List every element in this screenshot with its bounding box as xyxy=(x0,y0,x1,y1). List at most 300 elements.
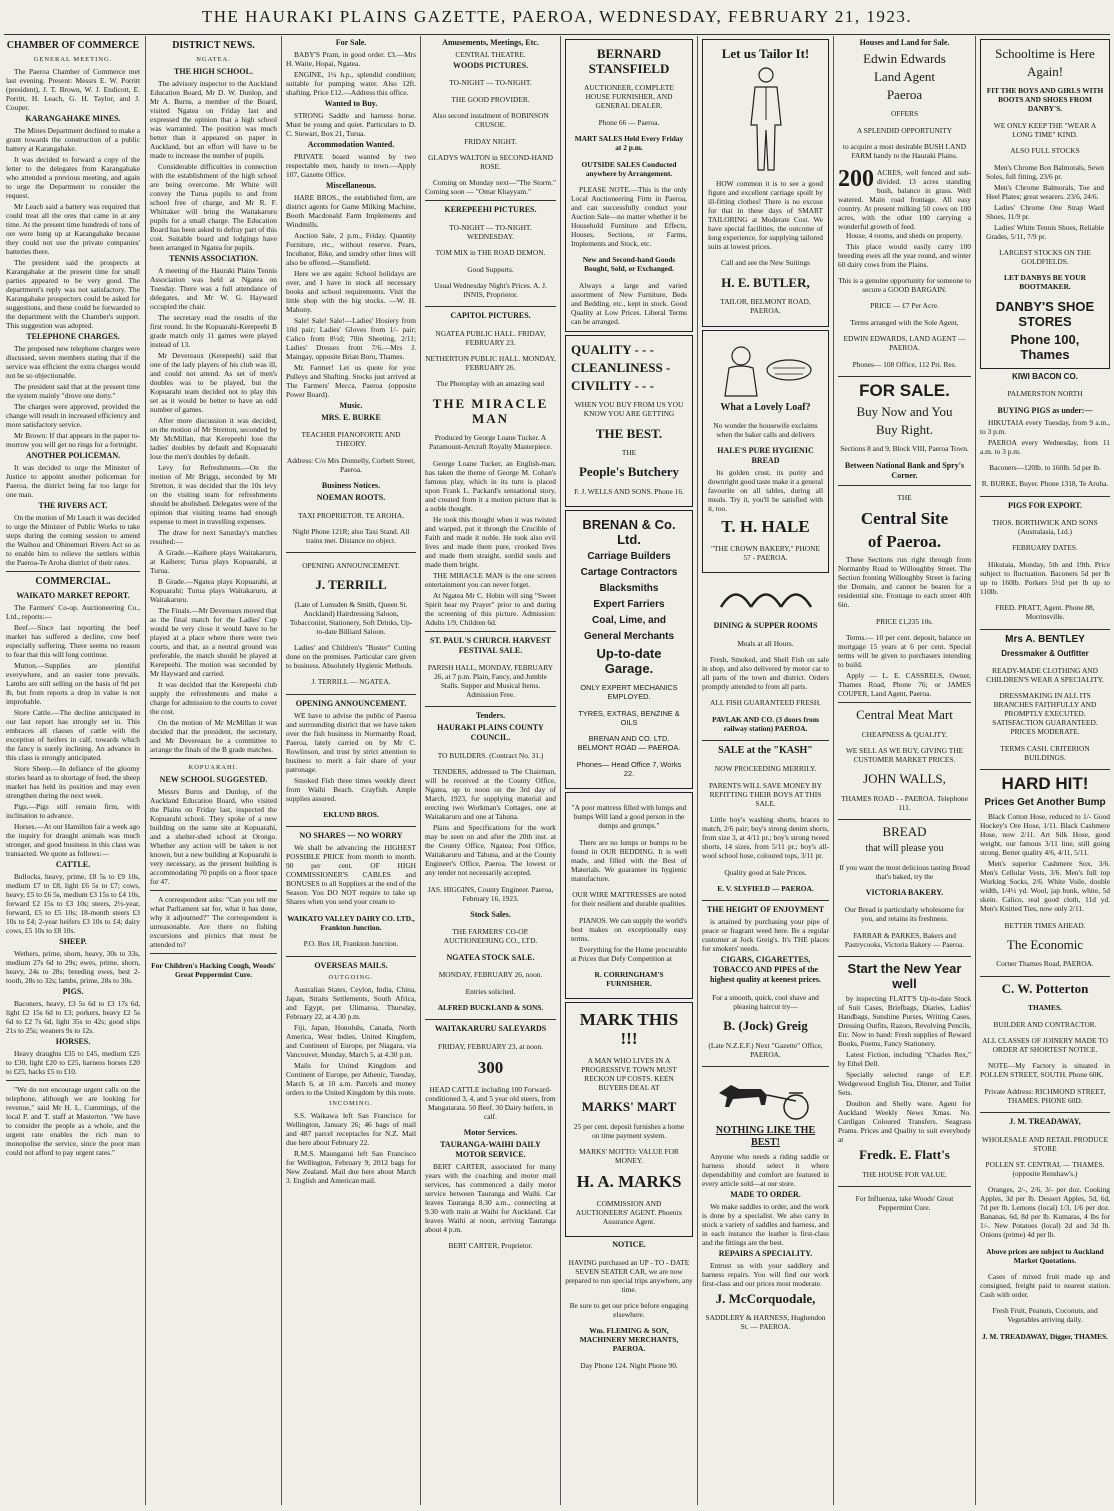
baker-illustration xyxy=(711,338,821,398)
advert-name: KEREPEEHI PICTURES. xyxy=(444,205,537,215)
advert-text: He took this thought when it was twisted and warped, put it through the Crucible of Faith and made it noble. He took also evil lives and made them pure, crooked lives and made them straight, sordid souls and made them bright. xyxy=(425,514,556,569)
film-title: THE MIRACLE MAN xyxy=(432,395,549,426)
classified-head: Miscellaneous. xyxy=(326,181,376,190)
section-head: WAIKATO MARKET REPORT. xyxy=(16,591,130,600)
advert-text: Above prices are subject to Auckland Market Quotations. xyxy=(986,1246,1104,1265)
subhead: INCOMING. xyxy=(329,1099,373,1107)
advert-text: F. J. WELLS AND SONS. Phone 16. xyxy=(574,486,684,496)
advert-name: CAPITOL PICTURES. xyxy=(450,311,531,321)
advert-text: Be sure to get our price before engaging elsewhere. xyxy=(569,1300,689,1319)
advert-name: Central Site xyxy=(860,509,949,529)
advert-text: Baconers—120lb. to 160lb. 5d per lb. xyxy=(989,462,1101,472)
section-head: TENNIS ASSOCIATION. xyxy=(169,254,258,263)
advert-text: J. TERRILL — NGATEA. xyxy=(311,677,391,687)
advert-text: LARGEST STOCKS ON THE GOLDFIELDS. xyxy=(999,247,1091,266)
advert-text: WE ONLY KEEP THE "WEAR A LONG TIME" KIND. xyxy=(993,120,1097,139)
article-text: Bullocks, heavy, prime, £8 5s to £9 10s, medium £7 to £8, light £6 5s to £7; cows, heavy, £5 to £6 5s, medium £3 15s to £4 10s, forward £2 15s to £3 10s; steers, 2½-year, forward, £5 to £5 10s; 18-month steers £3 10s to £4; 2-year heifers £3 10s to £4; dairy cows, £5 10s to £8 10s. xyxy=(6,872,140,935)
article-text: It was decided that the Kerepeehi club supply the refreshments and make a charge for admission to the courts to cover the cost. xyxy=(150,680,277,716)
advert-name: The Economic xyxy=(1006,936,1084,952)
headline-commercial: COMMERCIAL. xyxy=(35,576,111,587)
advert-name: KIWI BACON CO. xyxy=(1012,371,1078,381)
advert-name: Schooltime is Here xyxy=(995,46,1095,61)
advert-text: EKLUND BROS. xyxy=(323,810,379,820)
advert-text: JAS. HIGGINS, County Engineer. Paeroa, February 16, 1923. xyxy=(427,884,554,903)
advert-text: Cases of mixed fruit made up and consigned, freight paid to nearest station. Cash with order. xyxy=(980,1272,1110,1300)
article-text: Considerable difficulties in connection with the establishment of the high school are being overcome. Mr White will convey the Turua pupils to and from school free of charge, and Mr R. F. Whittaker will bring the Waitakaruru pupils for a small charge. The Education Board has been asked to defray part of this cost. Suitable board and lodgings have been arranged in Ngatea for pupils. xyxy=(150,162,277,252)
advert-name: What a Lovely Loaf? xyxy=(720,401,811,413)
advert-text: HOW common it is to see a good figure and excellent carriage spoilt by ill-fitting clothes! There is no excuse for that in these days of SMART TAILORING at Moderate Cost. We have special facilities, the outcome of long experience, for supplying tailored suits at lowest prices. xyxy=(708,179,823,251)
advert-text: Men's Chrome Balmorals, Toe and Heel Plates; great wearers. 23/6, 24/6. xyxy=(986,182,1104,201)
column-5 xyxy=(565,36,693,1505)
advert-text: HIKUTAIA every Tuesday, from 9 a.m., to 3 p.m. xyxy=(980,417,1110,436)
advert-name: Fredk. E. Flatt's xyxy=(859,1147,950,1163)
advert-text: This is a genuine opportunity for someone to secure a GOOD BARGAIN. xyxy=(838,275,971,294)
advert-name: VICTORIA BAKERY. xyxy=(865,887,944,897)
advert-text: If you want the most delicious tasting Bread that's baked, try the xyxy=(839,862,970,881)
advert-text: TO-NIGHT — TO-NIGHT. WEDNESDAY. xyxy=(449,222,532,241)
article-text: Mr Brown: If that appears in the paper to-morrow you will get no rings for a fortnight. xyxy=(6,431,140,449)
advert-text: House, 4 rooms, and sheds on property. xyxy=(846,230,963,240)
advert-text: MART SALES Held Every Friday at 2 p.m. xyxy=(574,134,684,153)
advert-name: Let us Tailor It! xyxy=(721,46,810,61)
advert-name: CIGARS, CIGARETTES, TOBACCO AND PIPES of the highest quality at keenest prices. xyxy=(710,955,821,985)
advert-text: THOS. BORTHWICK AND SONS (Australasia, Ltd.) xyxy=(992,518,1098,537)
advert-name: THE BEST. xyxy=(595,425,663,441)
classified-head: Tenders. xyxy=(475,711,506,721)
advert-text: THE HOUSE FOR VALUE. xyxy=(862,1169,947,1179)
advert-text: BERT CARTER, Proprietor. xyxy=(448,1241,533,1251)
column-rule xyxy=(281,36,282,1505)
article-text: It was decided to forward a copy of the letter to the delegates from Karangahake who attended a previous meeting, and again to urge the Department to consider the request. xyxy=(6,155,140,200)
divider xyxy=(425,1019,556,1020)
advert-text: FRIDAY NIGHT. xyxy=(464,136,517,146)
advert-text: ONLY EXPERT MECHANICS EMPLOYED. xyxy=(580,683,678,702)
advert-text: WE SELL AS WE BUY, GIVING THE CUSTOMER MARKET PRICES. xyxy=(845,746,964,765)
advert-name: J. M. TREADAWAY, xyxy=(1009,1117,1081,1127)
advert-text: TAILOR, BELMONT ROAD, PAEROA. xyxy=(720,297,811,316)
section-head: THE RIVERS ACT. xyxy=(38,501,108,510)
advert-text: to acquire a most desirable BUSH LAND FARM handy to the Hauraki Plains. xyxy=(842,142,967,161)
advert-name: Between National Bank and Spry's Corner. xyxy=(844,460,965,480)
article-text: S.S. Waikawa left San Francisco for Wellington, January 26; 46 bags of mail and 487 parcel receptacles for N.Z. Mail due here about February 22. xyxy=(286,1110,416,1147)
advert-footer: For Children's Hacking Cough, Woods' Great Peppermint Cure. xyxy=(151,961,276,980)
divider xyxy=(286,956,416,957)
advert-text: Ladies' Chrome One Strap Ward Shoes, 11/9 pr. xyxy=(986,202,1104,221)
advert-name: People's Butchery xyxy=(578,464,679,480)
fish-logo-illustration xyxy=(711,577,821,617)
advert-name: H. A. MARKS xyxy=(576,1172,682,1192)
classified-head: For Sale. xyxy=(335,38,367,47)
advert-name: J. TERRILL xyxy=(315,577,387,593)
classified-ad: HARE BROS., the established firm, are district agents for Game Milking Machine, Booth Macdonald Farm Implements and Windmills. xyxy=(286,193,416,229)
advert-text: HAVING purchased an UP - TO - DATE SEVEN SEATER CAR, we are now prepared to run special trips anywhere, any time. xyxy=(565,1257,693,1294)
advert-text: Quality good at Sale Prices. xyxy=(724,867,807,877)
advert-text: THE MIRACLE MAN is the one screen entertainment you can never forget. xyxy=(425,570,556,589)
divider xyxy=(838,819,971,820)
advert-text: (Late of Lumsden & Smith, Queen St. Auckland) Hairdressing Saloon, Tobacconist, Stationery, Soft Drinks, Up-to-date Billiard Saloon. xyxy=(289,599,413,636)
advert-text: This place would easily carry 100 breeding ewes all the year round, and winter 60 dairy cows from the Plains. xyxy=(838,241,971,269)
advert-text: FARRAR & PARKES, Bakers and Pastrycooks, Victoria Bakery — Paeroa. xyxy=(844,930,965,949)
advert-text: TO BUILDERS. (Contract No. 31.) xyxy=(437,750,544,760)
advert-name: TAURANGA-WAIHI DAILY MOTOR SERVICE. xyxy=(440,1139,541,1159)
advert-name: NGATEA STOCK SALE. xyxy=(446,952,535,962)
advert-text: PARENTS WILL SAVE MONEY BY REFITTING THEIR BOYS AT THIS SALE. xyxy=(708,780,823,808)
advert-text: Smoked Fish three times weekly direct from Waihi Beach. Crayfish. Ample supplies assured. xyxy=(286,775,416,803)
advert-name: C. W. Potterton xyxy=(1001,980,1089,996)
advert-text: MARKS' MOTTO: VALUE FOR MONEY. xyxy=(579,1146,679,1165)
advert-name: CIVILITY - - - xyxy=(571,377,654,393)
subhead: OUTGOING. xyxy=(328,973,374,981)
advert-text: THE GOOD PROVIDER. xyxy=(451,94,530,104)
advert-text: WHOLESALE AND RETAIL PRODUCE STORE xyxy=(981,1134,1109,1153)
advert-text: TAXI PROPRIETOR. TE AROHA. xyxy=(297,510,405,520)
divider xyxy=(980,629,1110,630)
advert-text: Carriage Builders xyxy=(587,551,671,563)
divider xyxy=(838,702,971,703)
column-2 xyxy=(150,36,277,1505)
advert-text: PAEROA every Wednesday, from 11 a.m. to 3 p.m. xyxy=(980,437,1110,456)
article-text: The president said that at the present time the system mainly "drove one dotty." xyxy=(6,382,140,400)
divider xyxy=(6,1080,140,1081)
column-8 xyxy=(980,36,1110,1505)
column-rule xyxy=(420,36,421,1505)
article-text: Store Cattle.—The decline anticipated in our last report has strongly set in. This embraces all classes of cattle with the exception of heifers in calf, towards which the fancy is surely inclining. An advance in this class is strongly anticipated. xyxy=(6,708,140,762)
advert-text: Entrust us with your saddlery and harness repairs. You will find our work first-class and our prices most moderate. xyxy=(702,1260,829,1288)
column-1 xyxy=(6,36,140,1505)
classified-ad: STRONG Saddle and harness horse. Must be young and quiet. Particulars to D. C. Stewart, Box 21, Turua. xyxy=(286,111,416,138)
advert-name: Mrs A. BENTLEY xyxy=(1005,633,1085,645)
advert-text: Anyone who needs a riding saddle or harness should select it where dependability and comfort are featured in every article sold—at our store. xyxy=(702,1151,829,1188)
advert-text: Terms arranged with the Sole Agent, xyxy=(850,317,959,327)
section-head: THE HIGH SCHOOL. xyxy=(174,67,253,76)
advert-name: BERNARD STANSFIELD xyxy=(588,46,670,76)
advert-name: that will please you xyxy=(865,843,944,855)
advert-name: WOODS PICTURES. xyxy=(452,61,529,70)
divider xyxy=(838,1186,971,1187)
classified-ad: Auction Sale, 2 p.m., Friday. Quantity Furniture, etc., without reserve. Pears, Incubator, Bike, and sundry other lines will also be offered.—Stansfield. xyxy=(286,231,416,267)
advert-text: ALL FISH GUARANTEED FRESH. xyxy=(710,698,821,708)
advert-text: Blacksmiths xyxy=(599,583,659,595)
advert-text: OFFERS xyxy=(890,109,919,119)
divider xyxy=(838,956,971,957)
advert-name: HAURAKI PLAINS COUNTY COUNCIL. xyxy=(437,723,544,743)
advert-text: No wonder the housewife exclaims when the baker calls and delivers xyxy=(713,420,818,439)
advert-name: BREAD xyxy=(882,824,927,840)
advert-text: FRED. PRATT, Agent. Phone 88, Morrinsville. xyxy=(995,603,1095,622)
advert-text: There are no lumps or bumps to be found in OUR BEDDING. It is well made, and filled with the Best of Materials. We guarantee its hygienic manufacture. xyxy=(571,837,687,883)
article-text: A meeting of the Hauraki Plains Tennis Association was held at Ngatea on Tuesday. There was a full attendance of delegates, and Mr W. G. Hayward occupied the chair. xyxy=(150,266,277,311)
advert-name: NO SHARES — NO WORRY xyxy=(299,831,403,841)
column-rule xyxy=(560,36,561,1505)
advert-text: SADDLERY & HARNESS, Hughendon St. — PAEROA. xyxy=(705,1313,826,1332)
advert-text: Little boy's washing shorts, braces to match, 2/6 pair; boy's strong denim shorts, from size 3, at 4/11 pr.; boy's strong tweed shorts, 14 sizes, from 5/11 pr.; boy's all-wool school hose, coloured tops, 3/11 pr. xyxy=(702,815,829,861)
article-text: The secretary read the results of the first round. In the Kopuarahi-Kerepeehi B grade match only 11 games were played instead of 13. xyxy=(150,313,277,349)
divider xyxy=(702,1066,829,1067)
divider xyxy=(425,306,556,307)
advert-text: EDWIN EDWARDS, LAND AGENT — PAEROA. xyxy=(843,334,966,353)
advert-name: HARD HIT! xyxy=(1001,774,1089,794)
article-text: On the motion of Mr McMillan it was decided that the president, the secretary, and Mr Devereaux be a committee to arrange the finals of the B grade matches. xyxy=(150,718,277,754)
advert-text: For a smooth, quick, cool shave and pleasing haircut try— xyxy=(712,992,819,1011)
article-text: Wethers, prime, shorn, heavy, 30s to 33s, medium 27s 6d to 29s; ewes, prime, shorn, heavy, 24s to 28s; breeding ewes, best 2-tooth, 28s to 32s; lambs, prime, 28s to 30s. xyxy=(6,949,140,985)
column-rule xyxy=(697,36,698,1505)
article-text: The Paeroa Chamber of Commerce met last evening. Present: Messrs E. W. Porritt (president), J. T. Brown, W. J. Endicott, E. Porritt, H. Leach, G. H. Taylor, and J. Couper. xyxy=(6,67,140,112)
advert-text: Night Phone 121R; also Taxi Stand. All trains met. Distance no object. xyxy=(292,526,410,545)
section-head: KARANGAHAKE MINES. xyxy=(25,114,121,123)
advert-text: CHEAPNESS & QUALITY. xyxy=(861,729,948,739)
advert-name: WAITAKARURU SALEYARDS xyxy=(434,1024,547,1034)
subhead: NGATEA. xyxy=(196,56,231,63)
classified-ad: Here we are again: School holidays are over, and I have in stock all necessary books and school requirements. Visit the little shop with the big stocks. —W. H. Mahony. xyxy=(286,269,416,314)
masthead: THE HAURAKI PLAINS GAZETTE, PAEROA, WEDNESDAY, FEBRUARY 21, 1923. xyxy=(201,7,913,26)
advert-text: George Loane Tucker, an English-man, has taken the theme of George M. Cohan's famous play, which in its turn is placed upon Frank L. Packard's sensational story, and created from it a motion picture that is a noble thought. xyxy=(425,458,556,513)
advert-text: AUCTIONEER, COMPLETE HOUSE FURNISHER, AND GENERAL DEALER. xyxy=(584,83,674,111)
classified-ad: BABY'S Pram, in good order. £3.—Mrs H. Waite, Hopai, Ngatea. xyxy=(286,50,416,68)
advert-name: B. (Jock) Greig xyxy=(723,1018,808,1034)
advert-text: Coal, Lime, and xyxy=(592,615,666,627)
article-text: Australian States, Ceylon, India, China, Japan, Straits Settlements, South Africa, and Egypt, per Ulimaroa, Thursday, February 22, at 4.30 p.m. xyxy=(286,984,416,1021)
advert-name: T. H. HALE xyxy=(721,517,810,537)
section-head: SHEEP. xyxy=(59,937,87,946)
advert-text: by inspecting FLATT'S Up-to-date Stock of Suit Cases, Briefbags, Diaries, Ladies' Handbags, Sunshine Purses, Writing Cases, Dressing Outfits, Razors, Revolving Pencils, Etc. Now to hand: Fresh supplies of Reward Books, Poems, Fancy Stationery. xyxy=(838,994,971,1049)
advert-text: Coming on Monday next—"The Storm." Coming soon — "Omar Khayyam." xyxy=(425,178,556,197)
advert-text: TEACHER PIANOFORTE AND THEORY. xyxy=(301,430,401,449)
advert-name: DINING & SUPPER ROOMS xyxy=(713,621,818,631)
classified-head: Music. xyxy=(339,401,363,410)
section-head: TELEPHONE CHARGES. xyxy=(26,332,120,341)
article-text: Mr Devereaux (Kerepeehi) said that one of the lady players of his club was ill, and could not attend. As set of men's doubles was to be played, but the Kopuarahi team decided not to play this set as it would be better to have an odd number of games. xyxy=(150,351,277,414)
classified-head: Accommodation Wanted. xyxy=(307,140,395,149)
advert-name: Again! xyxy=(1026,64,1064,79)
article-text: Levy for Refreshments.—On the motion of Mr Briggs, seconded by Mr Stretton, it was decided that the 10s levy on the visiting team for refreshments should be abolished. Delegates were of the opinion that visiting teams had enough expense to meet in travelling expenses. xyxy=(150,463,277,526)
headline-district-news: DISTRICT NEWS. xyxy=(172,40,255,51)
column-6 xyxy=(702,36,829,1505)
divider xyxy=(286,826,416,827)
section-head: ANOTHER POLICEMAN. xyxy=(25,451,121,460)
advert-footer: For Influenza, take Woods' Great Peppermint Cure. xyxy=(855,1194,954,1213)
advert-text: PRICE £1,235 10s. xyxy=(875,616,934,626)
advert-text: THE FARMERS' CO-OP. AUCTIONEERING CO., LTD. xyxy=(443,927,538,946)
advert-text: (Late N.Z.E.F.) Next "Gazette" Office, PAEROA. xyxy=(708,1040,823,1059)
advert-text: GLADYS WALTON in SECOND-HAND ROSE. xyxy=(428,152,553,171)
advert-text: Usual Wednesday Night's Prices. A. J. INNIS, Proprietor. xyxy=(434,280,547,299)
advert-text: WAIKATO VALLEY DAIRY CO. LTD., Frankton Junction. xyxy=(287,913,415,932)
advert-text: Oranges, 2/-, 2/6, 3/- per doz. Cooking Apples, 3d per lb. Dessert Apples, 5d, 6d, 7d per lb. Lemons (local) 1/3, 1/6 per doz. Bananas, 6d, 8d per lb. Kumaras, 4 lbs for 1/-. New Potatoes (local) 2d and 3d lb. Onions (prime) 4d per lb. xyxy=(980,1185,1110,1240)
advert-text: P.O. Box 18, Frankton Junction. xyxy=(303,939,399,949)
advert-text: Call and see the New Suitings xyxy=(721,258,810,268)
advert-text: PRICE — £7 Per Acre. xyxy=(870,301,939,311)
advert-text: THAMES ROAD - - PAEROA. Telephone 111. xyxy=(841,793,968,812)
advert-name: REPAIRS A SPECIALITY. xyxy=(718,1248,813,1258)
advert-text: A SPLENDID OPPORTUNITY xyxy=(856,125,953,135)
advert-text: Specially selected range of E.P. Wedgewood English Tea, Dinner, and Toilet Sets. xyxy=(838,1070,971,1098)
article-text: It was decided to urge the Minister of Justice to appoint another policeman for Paeroa, the district being far too large for one man. xyxy=(6,463,140,499)
advert-text: MONDAY, FEBRUARY 26, noon. xyxy=(438,970,543,980)
acres-figure: 200 xyxy=(838,165,874,192)
advert-text: THAMES. xyxy=(1028,1003,1062,1013)
advert-text: Apply — L. E. CASSRELS, Owner, Thames Road, Phone 76; or JAMES COUPER, Land Agent, Paeroa. xyxy=(838,671,971,699)
advert-text: HEAD CATTLE including 100 Forward-conditioned 3, 4, and 5 year old steers, from Mangatarata. 50 Beef. 30 Dairy heifers, in calf. xyxy=(425,1084,556,1121)
advert-text: NETHERTON PUBLIC HALL. MONDAY, FEBRUARY 26. xyxy=(425,354,556,373)
advert-text: Men's Chrome Box Balmorals, Sewn Soles, full fitting, 23/6 pr. xyxy=(986,162,1104,181)
advert-name: MRS. E. BURKE xyxy=(321,413,381,422)
horse-and-cart-illustration xyxy=(711,1071,821,1121)
advert-name: Phone 100, Thames xyxy=(1010,331,1080,362)
advert-name: Land Agent xyxy=(873,69,935,84)
advert-name: DANBY'S SHOE STORES xyxy=(995,298,1095,329)
advert-text: These Sections run right through from Normanby Road to Willoughby Street. The Section fronting Willoughby Street is facing the Domain, and cannot be beaten for a residential site. Frontage to each street 40ft 6in. xyxy=(838,555,971,610)
advert-text: OUTSIDE SALES Conducted anywhere by Arrangement. xyxy=(581,159,677,178)
classified-head: Stock Sales. xyxy=(470,909,511,919)
advert-text: At Ngatea Mr C. Hobin will sing "Sweet Spirit hear my Prayer" prior to and during the screening of this picture. Admission: Adults 1/9, Children 6d. xyxy=(425,590,556,627)
article-text: The Farmers' Co-op. Auctioneering Co., Ltd., reports:— xyxy=(6,603,140,621)
article-text: After more discussion it was decided, on the motion of Mr Stretton, seconded by Mr McMillan, that Kerepeehi lose the ladies' doubles by default and Kopuarahi lose the men's doubles by default. xyxy=(150,416,277,461)
article-text: Pigs.—Pigs still remain firm, with inclination to advance. xyxy=(6,802,140,820)
advert-name: OPENING ANNOUNCEMENT. xyxy=(295,698,407,708)
advert-text: Fresh Fruit, Peanuts, Coconuts, and Vegetables arriving daily. xyxy=(992,1306,1098,1325)
advert-name: Central Meat Mart xyxy=(856,707,953,723)
advert-text: Good Supports. xyxy=(467,264,514,274)
article-text: On the motion of Mr Leach it was decided to urge the Minister of Public Works to take steps during the coming session to amend the Waihou and Ohinemuri Rivers Act so as to enable him to relieve the settlers within the Paeroa-Te Aroha district of their rates. xyxy=(6,513,140,567)
column-3 xyxy=(286,36,416,1505)
advert-name: BUYING PIGS as under:— xyxy=(997,405,1093,415)
advert-name: PIGS FOR EXPORT. xyxy=(1007,500,1083,510)
advert-text: Expert Farriers xyxy=(593,599,665,611)
advert-text: E. V. SLYFIELD — PAEROA. xyxy=(717,884,814,894)
article-text: The proposed new telephone charges were discussed, seven members stating that if the service was efficient the extra charges would not be so objectionable. xyxy=(6,344,140,380)
advert-text: Entries solicited. xyxy=(465,986,516,996)
advert-text: A MAN WHO LIVES IN A PROGRESSIVE TOWN MUST RECKON UP COSTS. KEEN BUYERS DEAL AT xyxy=(581,1055,677,1092)
advert-text: Plans and Specifications for the work may be seen on and after the 20th inst. at the County Office, Ngatea; Post Office, Waitakaruru and Tahuna, and at the County Engineer's Office, Paeroa. The lowest or any tender not necessarily accepted. xyxy=(425,823,556,878)
advert-text: We shall be advancing the HIGHEST POSSIBLE PRICE from month to month. 90 per cent. OF HIGH COMMISSIONER'S CABLES and BONUSES to all Suppliers at the end of the Season. You DO NOT require to take up Shares when you send your cream to xyxy=(286,843,416,907)
article-text: Store Sheep.—In defiance of the gloomy stories heard as to shortage of feed, the sheep market has held its position and may even strengthen during the next week. xyxy=(6,764,140,800)
classified-head: Wanted to Buy. xyxy=(324,99,378,108)
masthead-rule xyxy=(4,34,1110,35)
advert-name: ST. PAUL'S CHURCH. HARVEST FESTIVAL SALE. xyxy=(430,635,551,655)
advert-name: HALE'S PURE HYGIENIC BREAD xyxy=(717,446,814,466)
advert-name: Buy Right. xyxy=(875,421,934,437)
advert-text: Fresh, Smoked, and Shell Fish on sale in shop, and also delivered by motor car to all parts of the town and district. Orders promptly attended to from all parts. xyxy=(702,654,829,691)
advert-text: NGATEA PUBLIC HALL. FRIDAY, FEBRUARY 23. xyxy=(435,328,546,347)
article-text: Mails for United Kingdom and Continent of Europe, per Athenic, Tuesday, March 6, at 10 a.m. Parcels and money orders to the United Kingdom by this route. xyxy=(286,1060,416,1097)
classified-head: NOTICE. xyxy=(612,1240,646,1250)
article-text: B Grade.—Ngatea plays Kopuarahi, at Kopuarahi; Turua plays Waitakaruru, at Waitakaruru. xyxy=(150,577,277,604)
advert-text: TYRES, EXTRAS, BENZINE & OILS xyxy=(578,708,680,727)
advert-text: Phone 66 — Paeroa. xyxy=(598,117,660,127)
advert-text: Our Bread is particularly wholesome for you, and retains its freshness. xyxy=(844,905,965,924)
advert-name: Buy Now and You xyxy=(856,403,953,419)
advert-text: PLEASE NOTE.—This is the only Local Auctioneering Firm in Paeroa, and can successfully conduct your Auction Sale—no matter whether it be Household Furniture and Effects, Houses, Sections, or Farms, Implements and Stock, etc. xyxy=(571,184,687,248)
article-text: Mr Leach said a battery was required that could treat all the ores that came in at any time. At the present time hundreds of tons of ore were hung up at Karangahake because they could not use the private companies' batteries there. xyxy=(6,202,140,256)
divider xyxy=(702,740,829,741)
advert-text: Terms.— 10 per cent. deposit, balance on mortgage 15 years at 6 per cent. Special terms will be given to purchasers intending to build. xyxy=(838,633,971,670)
advert-text: LET DANBYS BE YOUR BOOTMAKER. xyxy=(1004,273,1086,292)
advert-text: NOW PROCEEDING MERRILY. xyxy=(714,764,817,774)
article-text: The Finals.—Mr Devereaux moved that as the final match for the Ladies' Cup would be very close it would have to be played at a place where there were two courts, and that, as a neutral ground was preferable, the match should be played at Kerepeehi. The motion was seconded by Mr Hayward and carried. xyxy=(150,606,277,678)
advert-text: Cartage Contractors xyxy=(580,567,678,579)
advert-text: TO-NIGHT — TO-NIGHT. xyxy=(449,78,532,88)
section-head: NEW SCHOOL SUGGESTED. xyxy=(159,775,268,784)
advert-name: of Paeroa. xyxy=(867,532,942,552)
column-7 xyxy=(838,36,971,1505)
advert-text: WHEN YOU BUY FROM US YOU KNOW YOU ARE GETTING xyxy=(574,400,684,419)
advert-text: DRESSMAKING IN ALL ITS BRANCHES FAITHFULLY AND PROMPTLY EXECUTED. SATISFACTION GUARANTEED. PRICES MODERATE. xyxy=(992,691,1098,737)
advert-text: FIT THE BOYS AND GIRLS WITH BOOTS AND SHOES FROM DANBY'S. xyxy=(986,86,1104,114)
advert-name: FOR SALE. xyxy=(859,380,950,400)
article-text: Messrs Burns and Dunlop, of the Auckland Education Board, who visited the Plains on Friday last, inspected the Kopuarahi school. They spoke of a new building on the same site at Kopuarahi, and a shelter-shed school at Orongo. Whether any action will be taken is not known, but a new building at Kopuarahi is very necessary, as the present building is accommodating 70 pupils on a floor space for 47. xyxy=(150,787,277,886)
column-rule xyxy=(975,36,976,1505)
advert-text: PALMERSTON NORTH xyxy=(1007,389,1083,399)
classified-ad: Mr. Farmer! Let us quote for you: Pulleys and Shafting. Stocks just arrived at The Farmers' Mecca, Paeroa (opposite Power Board). xyxy=(286,363,416,399)
advert-text: Doulton and Shelly ware. Agent for Auckland Weekly News Xmas. No. Cardigan Coloured Transfers. Seagrass Prams. Prices and Quality to suit everybody at xyxy=(838,1099,971,1145)
article-text: Fiji, Japan, Honolulu, Canada, North America, West Indies, United Kingdom, and Continent of Europe, per Niagara, via Vancouver, Monday, March 5, at 4.30 p.m. xyxy=(286,1022,416,1059)
divider xyxy=(150,890,277,891)
divider xyxy=(702,900,829,901)
advert-text: Corner Thames Road, PAEROA. xyxy=(996,959,1094,969)
classified-head: Business Notices. xyxy=(321,481,381,491)
article-text: "We do not encourage urgent calls on the telephone, although we are looking for revenue," said Mr H. L. Cummings, of the local P. and T. staff at Masterton. "We have to consider the people as a whole, and the urgent rate enables the rich man to monopolise the service, since the poor man could not afford to pay urgent rates." xyxy=(6,1085,140,1157)
article-text: Mutton.—Supplies are plentiful everywhere, and an easier tone prevails. Lambs are still selling on the basis of 9d per lb, but from reports a drop in value is not improbable. xyxy=(6,661,140,706)
advert-text: TOM MIX in THE ROAD DEMON. xyxy=(435,248,546,258)
article-text: R.M.S. Maunganui left San Francisco for Wellington, February 9; 2012 bags for New Zealand. Mail due here about March 3. English and American mail. xyxy=(286,1148,416,1185)
article-text: The draw for next Saturday's matches resulted:— xyxy=(150,528,277,546)
advert-text: "THE CROWN BAKERY," PHONE 57 - PAEROA. xyxy=(711,543,820,562)
advert-text: Private Address: RICHMOND STREET, THAMES. PHONE 60D. xyxy=(984,1086,1106,1105)
advert-text: FEBRUARY DATES. xyxy=(1012,543,1078,553)
advert-name: Up-to-date Garage. xyxy=(596,646,662,677)
advert-text: PARISH HALL, MONDAY, FEBRUARY 26, at 7 p.m. Plain, Fancy, and Jumble Stalls. Supper and Musical Items. Admission Free. xyxy=(427,663,554,700)
advert-text: OPENING ANNOUNCEMENT. xyxy=(302,560,400,570)
tailored-man-illustration xyxy=(741,65,791,175)
advert-name: SALE at the "KASH" xyxy=(718,745,813,757)
advert-name: Paeroa xyxy=(886,87,923,102)
divider xyxy=(838,485,971,486)
advert-text: COMMISSION AND AUCTIONEERS' AGENT. Phoenix Assurance Agent. xyxy=(575,1198,683,1226)
divider xyxy=(150,758,277,759)
advert-text: PIANOS. We can supply the world's best makes on exceptionally easy terms. xyxy=(571,915,687,943)
article-text: The charges were approved, provided the change will result in increased efficiency and more satisfactory service. xyxy=(6,402,140,429)
advert-text: Wm. FLEMING & SON, MACHINERY MERCHANTS, PAEROA. xyxy=(579,1326,679,1354)
article-text: A Grade.—Kaihere plays Waitakaruru, at Kaihere; Turua plays Kopuarahi, at Turua. xyxy=(150,548,277,575)
advert-text: BUILDER AND CONTRACTOR. xyxy=(993,1019,1097,1029)
advert-text: BETTER TIMES AHEAD. xyxy=(1004,920,1086,930)
advert-name: MARK THIS !!! xyxy=(579,1010,679,1049)
advert-text: The Photoplay with an amazing soul xyxy=(436,379,545,389)
advert-text: R. BURKE, Buyer. Phone 1318, Te Aroha. xyxy=(981,479,1109,489)
section-head: HORSES. xyxy=(55,1037,91,1046)
advert-text: 25 per cent. deposit furnishes a home on time payment system. xyxy=(573,1121,685,1140)
divider xyxy=(980,769,1110,770)
advert-name: CLEANLINESS - xyxy=(571,359,671,375)
article-text: Horses.—At our Hamilton fair a week ago the inquiry for draught animals was much stronger, and good business in this class was transacted. We quote as follows:— xyxy=(6,822,140,858)
article-text: Heavy draughts £35 to £45, medium £25 to £30, light £20 to £25, harness horses £20 to £25, hacks £5 to £10. xyxy=(6,1049,140,1076)
advert-text: POLLEN ST. CENTRAL — THAMES. (opposite Renshaw's.) xyxy=(985,1159,1105,1178)
subhead: KOPUARAHI. xyxy=(188,764,239,771)
advert-text: Address: C/o Mrs Donnelly, Corbett Street, Paeroa. xyxy=(286,455,416,474)
section-head: PIGS. xyxy=(62,987,84,996)
advert-text: FRIDAY, FEBRUARY 23, at noon. xyxy=(437,1041,544,1051)
advert-text: WE have to advise the public of Paeroa and surrounding district that we have taken over the fish business in Normanby Road, Paeroa, lately carried on by Mr C. Rowlinson, and trust by strict attention to business to merit a fair share of your patronage. xyxy=(286,710,416,774)
advert-text: PAVLAK AND CO. (3 doors from railway station) PAEROA. xyxy=(712,714,819,733)
divider xyxy=(425,706,556,707)
advert-name: MADE TO ORDER. xyxy=(730,1189,801,1199)
advert-text: OUR WIRE MATTRESSES are noted for their resilient and durable qualities. xyxy=(571,890,687,909)
advert-text: Black Cotton Hose, reduced to 1/- Good Hockey's Ore Hose, 1/11. Black Cashmere Hose, now 2/11. Art Silk Hose, good weight, our famous 3/11 line, still going strong. Better quality 4/6, 4/11, 5/11. xyxy=(980,812,1110,858)
article-text: Baconers, heavy, £3 5s 6d to £3 17s 6d, light £2 15s 6d to £3; porkers, heavy £2 5s 6d to £2 7s 6d, light 35s to 42s; good slips 21s to 25s; weaners 9s to 12s. xyxy=(6,999,140,1035)
subhead: GENERAL MEETING. xyxy=(33,56,113,63)
advert-text: ALSO FULL STOCKS xyxy=(1010,146,1080,156)
column-rule xyxy=(833,36,834,1505)
